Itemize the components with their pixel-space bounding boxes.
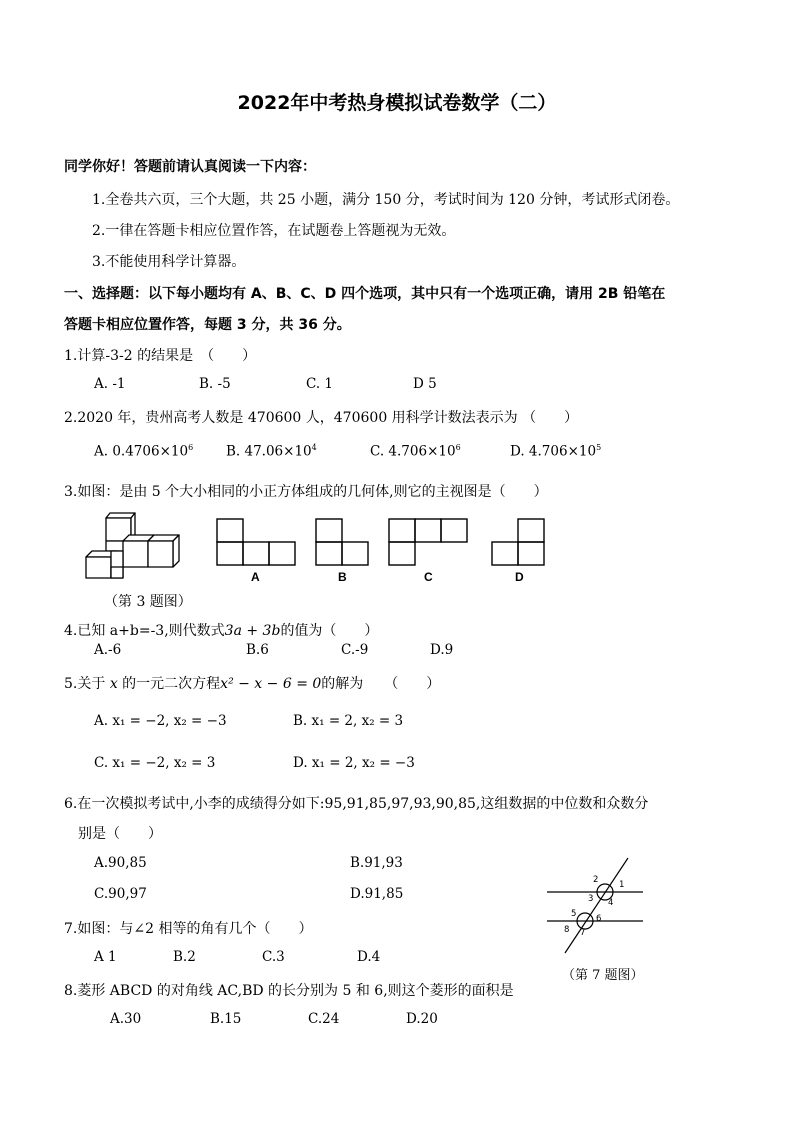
q1-option-b: B. -5 bbox=[199, 376, 231, 392]
q6-option-b: B.91,93 bbox=[350, 855, 403, 871]
intro-rule-1: 1.全卷共六页，三个大题，共 25 小题，满分 150 分，考试时间为 120 分钟，考试形式闭卷。 bbox=[92, 192, 680, 208]
q1-option-d: D 5 bbox=[413, 376, 437, 392]
q2-option-b: B. $47.06\times 10^4$ bbox=[226, 443, 317, 460]
q3-label-a: A bbox=[251, 570, 260, 584]
q7-stem: 7.如图：与∠2 相等的角有几个（ ） bbox=[64, 921, 313, 937]
q7-angle-label-8: 8 bbox=[564, 925, 570, 935]
q7-angle-label-7: 7 bbox=[580, 928, 586, 938]
q2-option-c: C. $4.706\times 10^6$ bbox=[370, 443, 461, 460]
q2-option-a: A. $0.4706\times 10^6$ bbox=[94, 443, 194, 460]
q3-label-d: D bbox=[515, 570, 524, 584]
q3-option-d-view bbox=[491, 518, 549, 566]
q7-angle-label-2: 2 bbox=[593, 875, 599, 885]
q1-option-a: A. -1 bbox=[94, 376, 126, 392]
q7-angle-label-1: 1 bbox=[619, 880, 625, 890]
q7-parallel-lines-figure bbox=[545, 855, 655, 967]
q4-stem: 4.已知 a+b=-3,则代数式3a + 3b的值为（ ） bbox=[64, 623, 379, 639]
q8-option-d: D.20 bbox=[406, 1011, 438, 1027]
q3-option-c-view bbox=[388, 518, 470, 566]
q7-angle-label-6: 6 bbox=[596, 914, 602, 924]
q6-option-c: C.90,97 bbox=[94, 886, 147, 902]
section-heading-line2: 答题卡相应位置作答，每题 3 分，共 36 分。 bbox=[64, 317, 351, 333]
q5-variable: x bbox=[109, 676, 118, 692]
q5-option-a: A. x₁ = −2, x₂ = −3 bbox=[94, 713, 227, 729]
q7-option-d: D.4 bbox=[357, 949, 381, 965]
q8-stem: 8.菱形 ABCD 的对角线 AC,BD 的长分别为 5 和 6,则这个菱形的面积是 bbox=[64, 983, 514, 999]
q4-option-b: B.6 bbox=[246, 642, 269, 658]
intro-rule-2: 2.一律在答题卡相应位置作答，在试题卷上答题视为无效。 bbox=[92, 223, 456, 239]
q3-option-a-view bbox=[216, 518, 298, 566]
intro-rule-3: 3.不能使用科学计算器。 bbox=[92, 254, 246, 270]
q3-stem: 3.如图：是由 5 个大小相同的小正方体组成的几何体,则它的主视图是（ ） bbox=[64, 484, 548, 500]
page-title: 2022年中考热身模拟试卷数学（二） bbox=[237, 92, 557, 114]
q3-figure-caption: （第 3 题图） bbox=[104, 594, 192, 610]
q5-option-c: C. x₁ = −2, x₂ = 3 bbox=[94, 755, 216, 771]
q8-option-c: C.24 bbox=[308, 1011, 340, 1027]
intro-greeting: 同学你好！答题前请认真阅读一下内容： bbox=[64, 159, 316, 175]
q4-option-a: A.-6 bbox=[94, 642, 122, 658]
q6-option-a: A.90,85 bbox=[94, 855, 147, 871]
q7-angle-label-3: 3 bbox=[588, 894, 594, 904]
q6-stem-line1: 6.在一次模拟考试中,小李的成绩得分如下:95,91,85,97,93,90,85,这组数据的中位数和众数分 bbox=[64, 796, 649, 812]
q5-option-b: B. x₁ = 2, x₂ = 3 bbox=[293, 713, 404, 729]
q3-option-b-view bbox=[315, 518, 373, 566]
q2-option-d: D. $4.706\times 10^5$ bbox=[510, 443, 602, 460]
q8-option-a: A.30 bbox=[110, 1011, 142, 1027]
q7-angle-label-5: 5 bbox=[571, 909, 577, 919]
q4-option-c: C.-9 bbox=[341, 642, 369, 658]
section-heading-line1: 一、选择题：以下每小题均有 A、B、C、D 四个选项，其中只有一个选项正确，请用 2B 铅笔在 bbox=[64, 286, 666, 302]
q8-option-b: B.15 bbox=[210, 1011, 242, 1027]
q2-stem: 2.2020 年，贵州高考人数是 470600 人，470600 用科学计数法表示为 （ ） bbox=[64, 410, 579, 426]
q7-angle-label-4: 4 bbox=[608, 898, 614, 908]
q7-option-a: A 1 bbox=[94, 949, 117, 965]
q1-stem: 1.计算-3-2 的结果是 （ ） bbox=[64, 348, 257, 364]
q5-equation: x² − x − 6 = 0 bbox=[220, 676, 322, 692]
q1-option-c: C. 1 bbox=[306, 376, 334, 392]
q3-label-c: C bbox=[424, 570, 433, 584]
q6-option-d: D.91,85 bbox=[350, 886, 404, 902]
q3-solid-figure bbox=[82, 510, 192, 582]
q7-option-b: B.2 bbox=[173, 949, 196, 965]
q7-figure-caption: （第 7 题图） bbox=[562, 968, 644, 983]
q7-option-c: C.3 bbox=[262, 949, 285, 965]
q5-stem: 5.关于 x 的一元二次方程x² − x − 6 = 0的解为 （ ） bbox=[64, 676, 441, 692]
q4-option-d: D.9 bbox=[430, 642, 454, 658]
q5-option-d: D. x₁ = 2, x₂ = −3 bbox=[293, 755, 415, 771]
q3-label-b: B bbox=[338, 570, 347, 584]
q4-expression: 3a + 3b bbox=[224, 623, 281, 639]
q6-stem-line2: 别是（ ） bbox=[78, 826, 162, 842]
